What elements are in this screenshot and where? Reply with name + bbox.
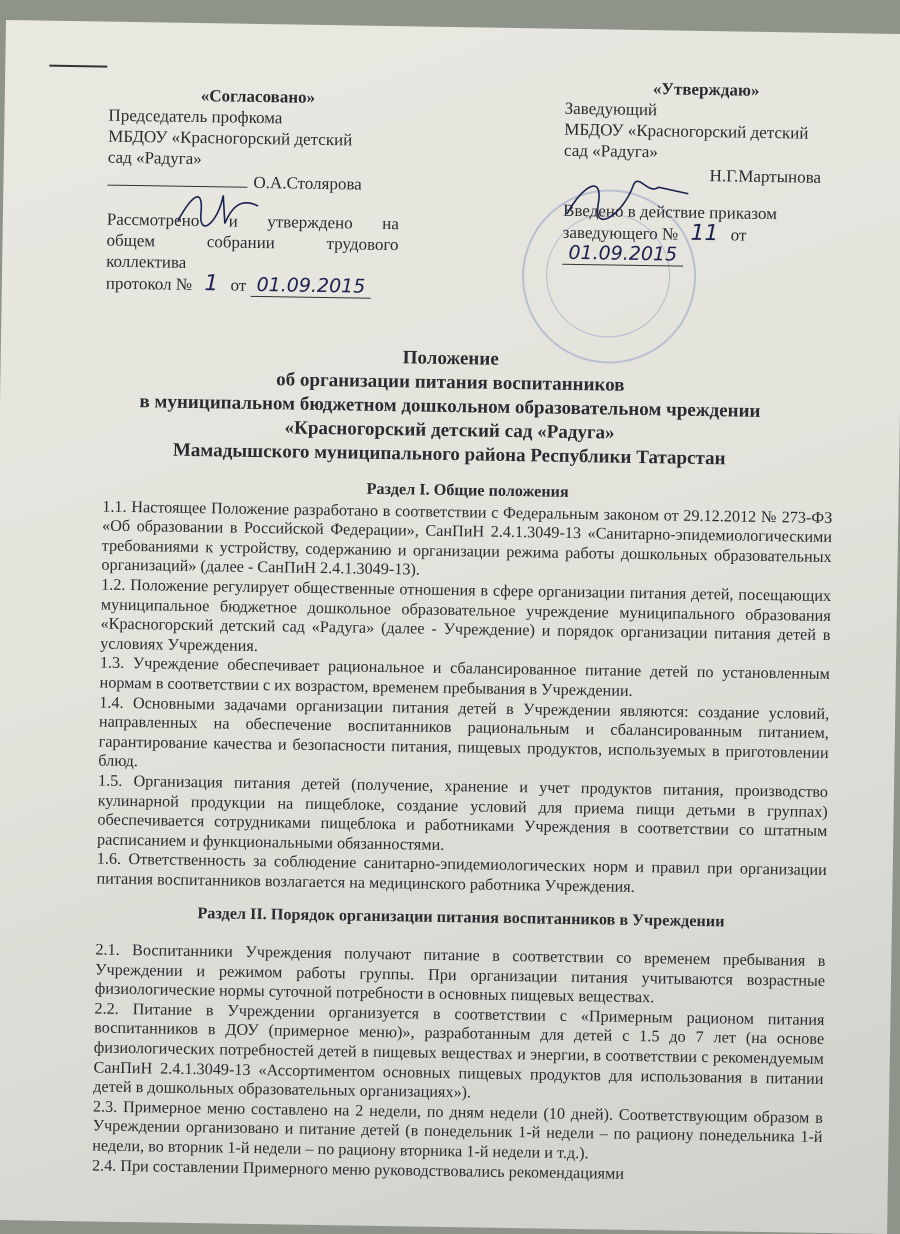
section-1-heading: Раздел I. Общие положения — [366, 479, 569, 501]
protocol-from-label: от — [230, 275, 247, 295]
approved-heading: «Утверждаю» — [652, 79, 760, 100]
title-line-1: Положение — [402, 347, 499, 370]
document-page — [0, 20, 900, 1234]
right-organization: МБДОУ «Красногорский детский — [564, 119, 809, 143]
paragraph-2-2: 2.2. Питание в Учреждении организуется в соответствии с «Примерным рационом питания воспитанников в ДОУ (примерное меню)», разработанным для детей с 1.5 до 7 лет (на основе физиологических потребностей детей в пищевых веществах и энергии, в соответствии с рекомендуемым СанПиН 2.4.1.3049-13 «Ассортиментом основных пищевых продуктов для использования в питании детей в дошкольных образовательных организациях»). — [93, 999, 825, 1102]
paragraph-1-3: 1.3. Учреждение обеспечивает рациональное и сбалансированное питание детей по установленным нормам в соответствии с их возрастом, временем пребывания в Учреждении. — [99, 653, 830, 700]
reviewed-line-3: коллектива — [106, 251, 187, 272]
document-body — [92, 476, 833, 1188]
right-signer: Н.Г.Мартынова — [709, 166, 822, 187]
left-position: Председатель профкома — [108, 105, 283, 128]
order-number: 11 — [690, 220, 719, 247]
right-signature-scribble — [563, 164, 694, 226]
reviewed-line-2: общем собрании трудового — [106, 230, 399, 255]
left-organization-cont: сад «Радуга» — [107, 147, 202, 169]
paragraph-2-4: 2.4. При составлении Примерного меню руководствовались рекомендациями — [91, 1156, 625, 1183]
protocol-date: 01.09.2015 — [250, 274, 371, 299]
protocol-line — [106, 272, 398, 299]
title-line-4: «Красногорский детский сад «Радуга» — [284, 417, 615, 444]
paragraph-2-3: 2.3. Примерное меню составлено на 2 недели, по дням недели (10 дней). Соответствующим образом в Учреждении организовано и питание детей (в понедельник 1-й недели – по рациону понедельника 1-й недели, во вторник 1-й недели – по рациону вторника 1-й недели и т.д.). — [92, 1097, 823, 1163]
paragraph-1-1: 1.1. Настоящее Положение разработано в соответствии с Федеральным законом от 29.12.2012 № 273-ФЗ «Об образовании в Российской Федерации», СанПиН 2.4.1.3049-13 «Санитарно-эпидемиологическими требованиями к устройству, содержанию и организации режима работы дошкольных образовательных организаций» (далее - СанПиН 2.4.1.3049-13). — [101, 497, 833, 579]
document-title — [0, 340, 900, 474]
right-organization-cont: сад «Радуга» — [563, 140, 659, 162]
right-position: Заведующий — [564, 98, 658, 120]
top-rule — [49, 65, 107, 68]
left-organization: МБДОУ «Красногорский детский — [108, 126, 353, 150]
order-line-1: Введено в действие приказом — [562, 200, 778, 224]
title-line-3: в муниципальном бюджетном дошкольном образовательном чреждении — [139, 391, 761, 422]
order-label: заведующего № — [562, 222, 679, 244]
paragraph-1-5: 1.5. Организация питания детей (получение, хранение и учет продуктов питания, производство кулинарной продукции на пищеблоке, создание условий для приема пищи детьми в группах) обеспечивается сотрудниками пищеблока и работниками Учреждения в соответствии со штатным расписанием и функциональными обязанностями. — [97, 771, 829, 854]
order-from-label: от — [730, 225, 747, 245]
agreed-heading: «Согласовано» — [200, 86, 316, 107]
paragraph-1-2: 1.2. Положение регулирует общественные отношения в сфере организации питания детей, посещающих муниципальное бюджетное дошкольное образовательное учреждение муниципального образования «Красногорский детский сад «Радуга» (далее - Учреждение) и порядок организации питания детей в условиях Учреждения. — [100, 575, 832, 655]
title-line-2: об организации питания воспитанников — [276, 369, 625, 396]
paragraph-1-6: 1.6. Ответственность за соблюдение санитарно-эпидемиологических норм и правил при организации питания воспитанников возлагается на медицинского работника Учреждения. — [96, 849, 827, 896]
title-line-5: Мамадышского муниципального района Республики Татарстан — [172, 439, 726, 470]
paragraph-1-4: 1.4. Основными задачами организации питания детей в Учреждении являются: создание условий, направленных на обеспечение воспитанников рациональным и сбалансированным питанием, гарантирование качества и безопасности питания, пищевых продуктов, используемых в приготовлении блюд. — [98, 693, 830, 771]
left-signature-scribble — [173, 183, 264, 234]
protocol-label: протокол № — [105, 273, 193, 294]
order-date: 01.09.2015 — [562, 242, 683, 267]
reviewed-line-1: Рассмотрено и утверждено на — [106, 209, 399, 234]
protocol-number: 1 — [204, 271, 219, 297]
paragraph-2-1: 2.1. Воспитанники Учреждения получают питание в соответствии со временем пребывания в Учреждении и режимом работы группы. При организации питания учитываются возрастные физиологические нормы суточной потребности в основных пищевых веществах. — [94, 940, 826, 1007]
section-2-heading: Раздел II. Порядок организации питания воспитанников в Учреждении — [197, 904, 725, 931]
left-signer: О.А.Столярова — [253, 172, 362, 194]
order-line-2 — [562, 221, 863, 269]
